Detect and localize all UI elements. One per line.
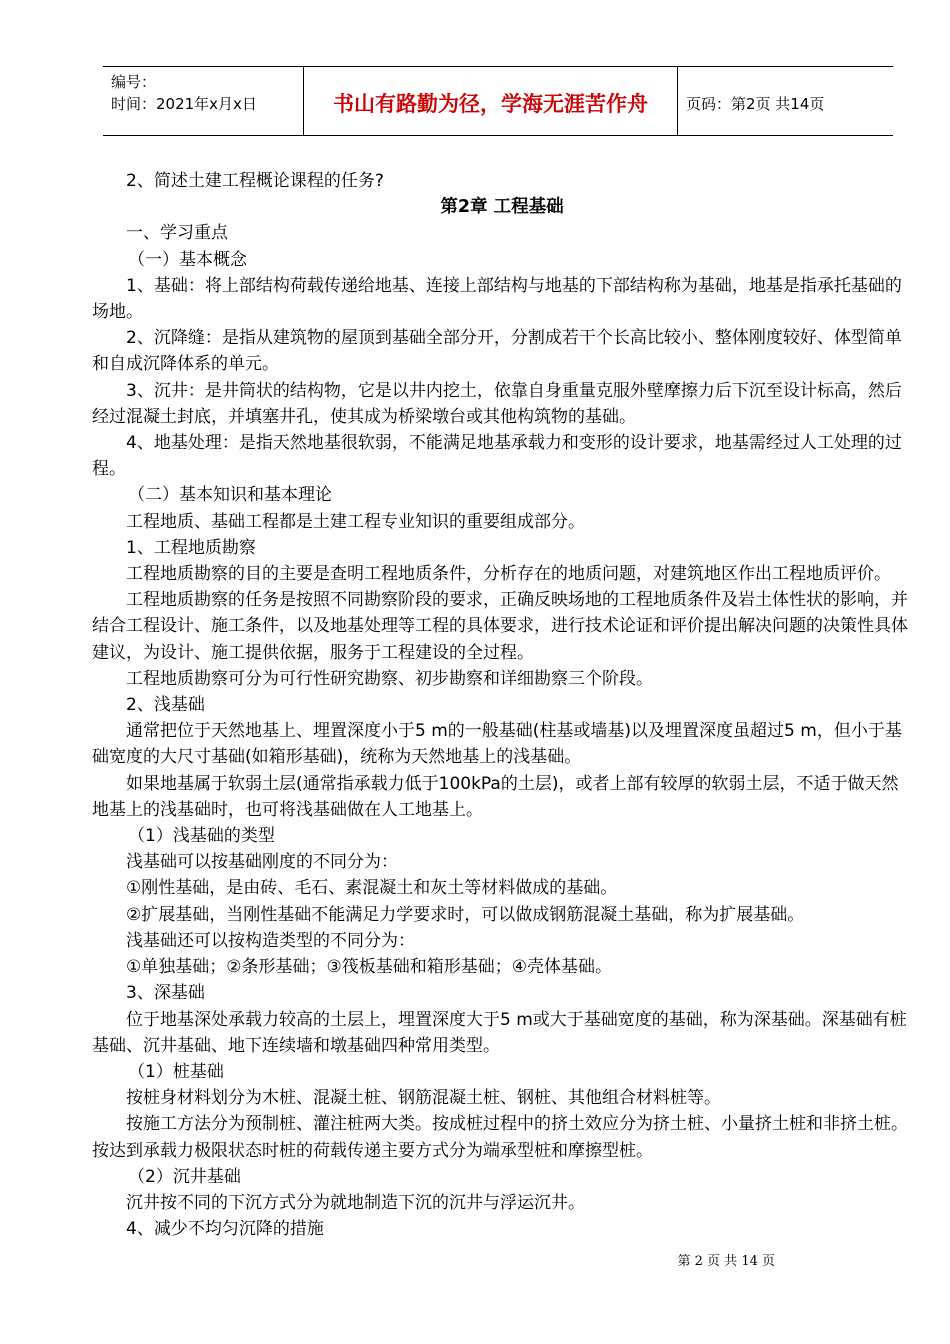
- page-number: 第 2 页 共 14 页: [677, 1254, 775, 1269]
- header-motto: 书山有路勤为径，学海无涯苦作舟: [303, 67, 678, 135]
- paragraph: ①单独基础；②条形基础；③筏板基础和箱形基础；④壳体基础。: [126, 957, 612, 978]
- paragraph: 工程地质勘察可分为可行性研究勘察、初步勘察和详细勘察三个阶段。: [126, 668, 653, 689]
- paragraph: 4、地基处理：是指天然地基很软弱，不能满足地基承载力和变形的设计要求，地基需经过人工处理的过程。: [92, 433, 902, 480]
- paragraph: 浅基础可以按基础刚度的不同分为：: [126, 852, 398, 873]
- paragraph: ①刚性基础，是由砖、毛石、素混凝土和灰土等材料做成的基础。: [126, 878, 618, 899]
- paragraph: 工程地质、基础工程都是土建工程专业知识的重要组成部分。: [126, 511, 585, 532]
- header-meta: [103, 67, 303, 135]
- document-body: [92, 168, 912, 1242]
- item-heading: 3、深基础: [126, 983, 205, 1004]
- item-subheading: （2）沉井基础: [128, 1166, 241, 1187]
- number-label: 编号：: [111, 73, 157, 91]
- time-label: 时间：2021年x月x日: [111, 95, 257, 113]
- paragraph: 沉井按不同的下沉方式分为就地制造下沉的沉井与浮运沉井。: [126, 1192, 585, 1213]
- paragraph: 通常把位于天然地基上、埋置深度小于5 m的一般基础(柱基或墙基)以及埋置深度虽超过5 m，但小于基础宽度的大尺寸基础(如箱形基础)，统称为天然地基上的浅基础。: [92, 721, 902, 768]
- item-subheading: （1）浅基础的类型: [128, 826, 275, 847]
- paragraph: 2、沉降缝：是指从建筑物的屋顶到基础全部分开，分割成若干个长高比较小、整体刚度较好、体型简单和自成沉降体系的单元。: [92, 328, 902, 375]
- paragraph: 如果地基属于软弱土层(通常指承载力低于100kPa的土层)，或者上部有较厚的软弱土层，不适于做天然地基上的浅基础时，也可将浅基础做在人工地基上。: [92, 773, 899, 820]
- page-footer: [0, 1250, 950, 1269]
- paragraph: 位于地基深处承载力较高的土层上，埋置深度大于5 m或大于基础宽度的基础，称为深基础。深基础有桩基础、沉井基础、地下连续墙和墩基础四种常用类型。: [92, 1009, 907, 1056]
- paragraph: 浅基础还可以按构造类型的不同分为：: [126, 930, 415, 951]
- page-header: [103, 66, 893, 136]
- section-heading: 一、学习重点: [126, 223, 228, 244]
- subsection-heading: （一）基本概念: [128, 249, 247, 270]
- question-2: 2、简述土建工程概论课程的任务?: [126, 171, 384, 191]
- paragraph: 工程地质勘察的任务是按照不同勘察阶段的要求，正确反映场地的工程地质条件及岩土体性状的影响，并结合工程设计、施工条件，以及地基处理等工程的具体要求，进行技术论证和评价提出解决问题的决策性具体建议，为设计、施工提供依据，服务于工程建设的全过程。: [92, 590, 908, 663]
- paragraph: 按施工方法分为预制桩、灌注桩两大类。按成桩过程中的挤土效应分为挤土桩、小量挤土桩和非挤土桩。按达到承载力极限状态时桩的荷载传递主要方式分为端承型桩和摩擦型桩。: [92, 1114, 908, 1161]
- item-heading: 1、工程地质勘察: [126, 537, 256, 558]
- chapter-title: 第2章 工程基础: [440, 197, 564, 218]
- subsection-heading: （二）基本知识和基本理论: [128, 485, 332, 506]
- item-heading: 2、浅基础: [126, 695, 205, 716]
- paragraph: ②扩展基础，当刚性基础不能满足力学要求时，可以做成钢筋混凝土基础，称为扩展基础。: [126, 904, 805, 925]
- item-heading: 4、减少不均匀沉降的措施: [126, 1219, 324, 1240]
- item-subheading: （1）桩基础: [128, 1061, 224, 1082]
- paragraph: 工程地质勘察的目的主要是查明工程地质条件，分析存在的地质问题，对建筑地区作出工程地质评价。: [126, 564, 891, 585]
- header-page-info: 页码：第2页 共14页: [686, 94, 825, 113]
- paragraph: 1、基础：将上部结构荷载传递给地基、连接上部结构与地基的下部结构称为基础，地基是指承托基础的场地。: [92, 275, 902, 323]
- paragraph: 3、沉井：是井筒状的结构物，它是以井内挖土，依靠自身重量克服外壁摩擦力后下沉至设计标高，然后经过混凝土封底，并填塞井孔，使其成为桥梁墩台或其他构筑物的基础。: [92, 380, 902, 427]
- paragraph: 按桩身材料划分为木桩、混凝土桩、钢筋混凝土桩、钢桩、其他组合材料桩等。: [126, 1088, 721, 1109]
